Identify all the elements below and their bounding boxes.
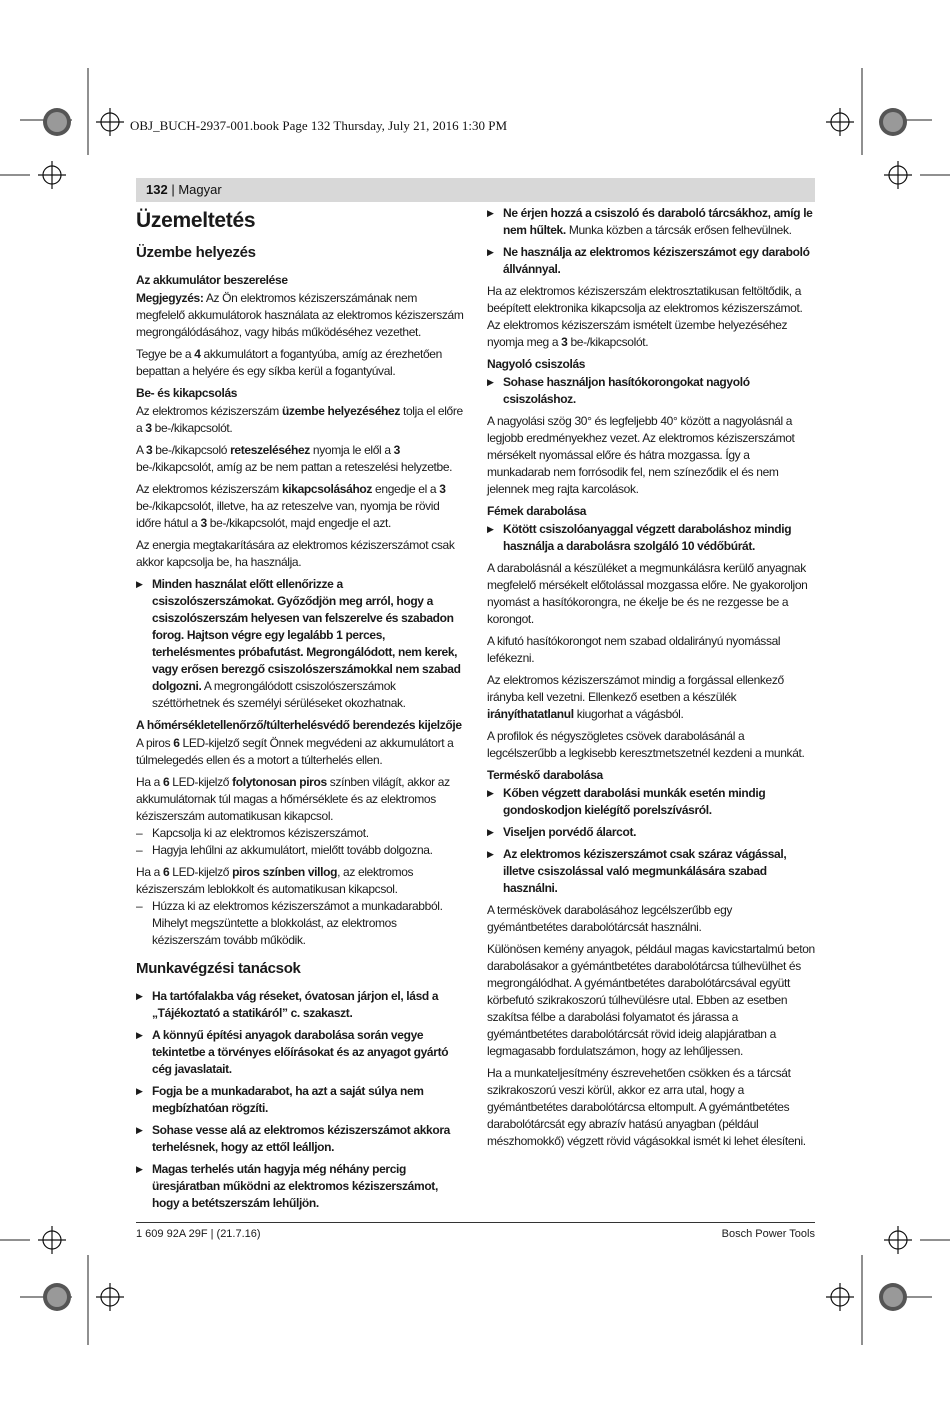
metal-paragraph-2: A kifutó hasítókorongot nem szabad oldalirányú nyomással lefékezni. — [487, 634, 781, 665]
battery-paragraph: Tegye be a 4 akkumulátort a fogantyúba, amíg az érezhetően bepattan a helyére és egy síkba kerül a fogantyúval. — [136, 347, 442, 378]
right-column — [487, 205, 815, 1155]
bullet-arrow-icon: ▶ — [487, 247, 494, 257]
left-column — [136, 205, 464, 1217]
bullet-arrow-icon: ▶ — [487, 788, 494, 798]
stone-paragraph-3: Ha a munkateljesítmény észrevehetően csökken és a tárcsát szikrakoszorú veszi körül, akkor ez arra utal, hogy a gyémántbetétes darabolótárcsa eltompult. A gyémántbetétes darabolótárcsát egy abrazív hatású anyagban (például mészhomokkő) végzett rövid vágásokkal ismét ki lehet élesíteni. — [487, 1066, 806, 1148]
header-language: Magyar — [178, 182, 222, 197]
temp-paragraph-2: Ha a 6 LED-kijelző folytonosan piros színben világít, akkor az akkumulátornak túl magas a hőmérséklete és az elektromos kéziszerszám automatikusan kikapcsol. — [136, 775, 450, 823]
warning-bullet-hot-discs: ▶ Ne érjen hozzá a csiszoló és daraboló tárcsákhoz, amíg le nem hűltek. Munka közben a tárcsák erősen felhevülnek. — [487, 206, 813, 237]
print-slug-line: OBJ_BUCH-2937-001.book Page 132 Thursday, July 21, 2016 1:30 PM — [130, 118, 508, 133]
bullet-arrow-icon: ▶ — [487, 208, 494, 218]
footer-doc-number: 1 609 92A 29F | (21.7.16) — [136, 1228, 261, 1240]
page-title: Üzemeltetés — [136, 209, 256, 232]
switch-paragraph-2: A 3 be-/kikapcsoló reteszeléséhez nyomja le elől a 3 be-/kikapcsolót, amíg az be nem pattan a reteszelési helyzetbe. — [136, 443, 453, 474]
temp-paragraph-3: Ha a 6 LED-kijelző piros színben villog, az elektromos kéziszerszám leblokkolt és automatikusan kikapcsol. — [136, 865, 414, 896]
bullet-arrow-icon: ▶ — [487, 524, 494, 534]
warning-bullet-dust: ▶ Kőben végzett darabolási munkák esetén mindig gondoskodjon kielégítő porelszívásról. — [487, 786, 766, 817]
bullet-arrow-icon: ▶ — [487, 377, 494, 387]
static-paragraph: Ha az elektromos kéziszerszám elektrosztatikusan feltöltődik, a beépített elektronika kikapcsolja az elektromos kéziszerszámot. Az elektromos kéziszerszám ismételt üzembe helyezéséhez nyomja meg a 3 be-/kikapcsolót. — [487, 284, 803, 349]
warning-bullet-stand: ▶ Ne használja az elektromos kéziszerszámot egy daraboló állvánnyal. — [487, 245, 810, 276]
dash-list-item: – Hagyja lehűlni az akkumulátort, mielőtt tovább dolgozna. — [136, 843, 433, 857]
tip-bullet: ▶ A könnyű építési anyagok darabolása során vegye tekintetbe a törvényes előírásokat és az anyagot gyártó cég javaslatait. — [136, 1028, 449, 1076]
bullet-arrow-icon: ▶ — [136, 1030, 143, 1040]
note-paragraph: Megjegyzés: Az Ön elektromos kéziszerszámának nem megfelelő akkumulátorok használata az elektromos kéziszerszám megrongálódásához, vagy hibás működéséhez vezethet. — [136, 291, 464, 339]
bullet-arrow-icon: ▶ — [136, 1086, 143, 1096]
section-heading-tips: Munkavégzési tanácsok — [136, 960, 301, 977]
subheading-rough-grinding: Nagyoló csiszolás — [487, 357, 586, 371]
section-heading-startup: Üzembe helyezés — [136, 244, 256, 261]
bullet-arrow-icon: ▶ — [487, 827, 494, 837]
warning-bullet-rough: ▶ Sohase használjon hasítókorongokat nagyoló csiszoláshoz. — [487, 375, 750, 406]
warning-bullet-mask: ▶ Viseljen porvédő álarcot. — [487, 825, 637, 839]
bullet-arrow-icon: ▶ — [136, 1164, 143, 1174]
bullet-arrow-icon: ▶ — [487, 849, 494, 859]
page-number: 132 — [146, 182, 168, 197]
tip-bullet: ▶ Fogja be a munkadarabot, ha azt a saját súlya nem megbízhatóan rögzíti. — [136, 1084, 424, 1115]
stone-paragraph-1: A terméskövek darabolásához legcélszerűbb egy gyémántbetétes darabolótárcsát használni. — [487, 903, 733, 934]
rough-paragraph: A nagyolási szög 30° és legfeljebb 40° között a nagyolásnál a legjobb eredményekhez vezet. Az elektromos kéziszerszámot mérsékelt nyomással előre és hátra mozgassa. Így a munkadarab nem forrósodik fel, nem színeződik el és nem jelennek meg rajta karcolások. — [487, 414, 795, 496]
header-separator: | — [167, 182, 179, 197]
tip-bullet: ▶ Sohase vesse alá az elektromos kéziszerszámot akkora terhelésnek, hogy az ettől leálljon. — [136, 1123, 450, 1154]
switch-paragraph-1: Az elektromos kéziszerszám üzembe helyezéséhez tolja el előre a 3 be-/kikapcsolót. — [136, 404, 463, 435]
page-header — [146, 182, 222, 197]
subheading-metal-cutting: Fémek darabolása — [487, 504, 587, 518]
temp-paragraph-1: A piros 6 LED-kijelző segít Önnek megvédeni az akkumulátort a túlmelegedés ellen és a motort a túlterhelés ellen. — [136, 736, 454, 767]
page-header-bar — [136, 178, 815, 202]
warning-bullet-dry: ▶ Az elektromos kéziszerszámot csak száraz vágással, illetve csiszolással való megmunkálására szabad használni. — [487, 847, 787, 895]
metal-paragraph-3: Az elektromos kéziszerszámot mindig a forgással ellenkező irányba kell vezetni. Ellenkező esetben a készülék irányíthatatlanul kiugorhat a vágásból. — [487, 673, 784, 721]
warning-bullet-metal: ▶ Kötött csiszolóanyaggal végzett daraboláshoz mindig használja a darabolásra szolgáló 10 védőbúrát. — [487, 522, 792, 553]
metal-paragraph-1: A darabolásnál a készüléket a megmunkálásra kerülő anyagnak megfelelő mérsékelt előtolással mozgassa előre. Ne gyakoroljon nyomást a hasítókorongra, ne ékelje be és ne rezgesse be a korongot. — [487, 561, 808, 626]
bullet-arrow-icon: ▶ — [136, 991, 143, 1001]
dash-list-item: – Kapcsolja ki az elektromos kéziszerszámot. — [136, 826, 369, 840]
bullet-arrow-icon: ▶ — [136, 579, 143, 589]
stone-paragraph-2: Különösen kemény anyagok, például magas kavicstartalmú beton darabolásakor a gyémántbetétes darabolótárcsa túlhevülhet és megrongálódhat. A gyémántbetétes darabolótárcsával együtt körbefutó szikrakoszorú túlhevülésre utal. Ebben az esetben szakítsa félbe a darabolási folyamatot és járassa a gyémántbetétes darabolótárcsát rövid ideig alapjáratban a legmagasabb fordulatszámon, hogy az lehűljessen. — [487, 942, 815, 1058]
switch-paragraph-4: Az energia megtakarítására az elektromos kéziszerszámot csak akkor kapcsolja be, ha használja. — [136, 538, 455, 569]
dash-list-item: – Húzza ki az elektromos kéziszerszámot a munkadarabból. Mihelyt megszüntette a blokkolást, az elektromos kéziszerszám tovább működik. — [136, 899, 443, 947]
tip-bullet: ▶ Ha tartófalakba vág réseket, óvatosan járjon el, lásd a „Tájékoztató a statikáról” c. szakaszt. — [136, 989, 439, 1020]
subheading-switch: Be- és kikapcsolás — [136, 386, 238, 400]
footer-brand: Bosch Power Tools — [721, 1228, 815, 1240]
switch-paragraph-3: Az elektromos kéziszerszám kikapcsolásához engedje el a 3 be-/kikapcsolót, illetve, ha az reteszelve van, nyomja be rövid időre hátul a 3 be-/kikapcsolót, majd engedje el azt. — [136, 482, 446, 530]
warning-bullet-inspect: ▶ Minden használat előtt ellenőrizze a csiszolószerszámokat. Győződjön meg arról, hogy a csiszolószerszám helyesen van felszerelve és szabadon forog. Hajtson végre egy legalább 1 perces, terhelésmentes próbafutást. Megrongálódott, nem kerek, vagy erősen berezgő csiszolószerszámokkal nem szabad dolgozni. A megrongálódott csiszolószerszámok széttörhetnek és személyi sérüléseket okozhatnak. — [136, 577, 461, 710]
footer-rule — [136, 1222, 815, 1223]
subheading-temperature: A hőmérsékletellenőrző/túlterhelésvédő berendezés kijelzője — [136, 718, 462, 732]
subheading-battery: Az akkumulátor beszerelése — [136, 273, 288, 287]
subheading-stone-cutting: Terméskő darabolása — [487, 768, 603, 782]
tip-bullet: ▶ Magas terhelés után hagyja még néhány percig üresjáratban működni az elektromos kéziszerszámot, hogy a betétszerszám lehűljön. — [136, 1162, 438, 1210]
metal-paragraph-4: A profilok és négyszögletes csövek darabolásánál a legcélszerűbb a legkisebb keresztmetszetnél kezdeni a munkát. — [487, 729, 805, 760]
bullet-arrow-icon: ▶ — [136, 1125, 143, 1135]
